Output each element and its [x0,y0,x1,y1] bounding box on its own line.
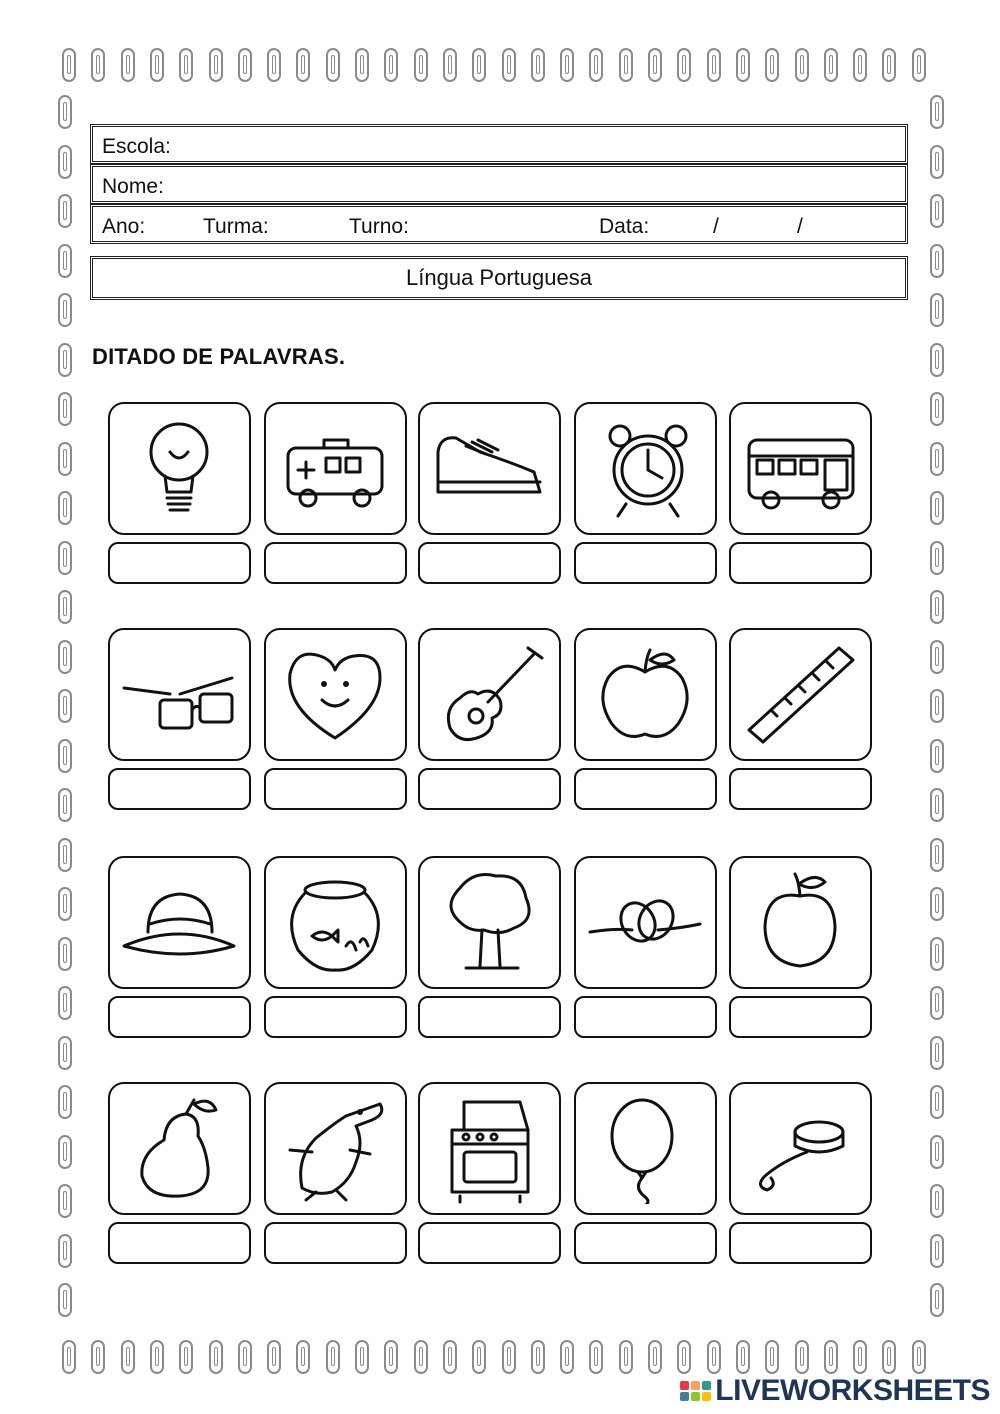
paperclip-icon [91,48,105,82]
paperclip-icon [58,1283,72,1317]
date-slash-2: / [797,215,803,238]
picture-card [574,402,717,535]
picture-card [418,402,561,535]
answer-field[interactable] [108,996,251,1038]
bus-icon [741,412,859,524]
answer-field[interactable] [264,542,407,584]
answer-field[interactable] [729,996,872,1038]
picture-cell [264,402,409,587]
paperclip-icon [736,48,750,82]
picture-card [574,628,717,761]
picture-cell [264,856,409,1041]
paperclip-icon [296,48,310,82]
picture-card [729,402,872,535]
paperclip-icon [58,194,72,228]
paperclip-icon [930,491,944,525]
paperclip-icon [58,1184,72,1218]
paperclip-icon [619,48,633,82]
info-row [90,204,908,244]
paperclip-icon [58,937,72,971]
peach-icon [741,866,859,978]
nome-field[interactable] [90,164,908,204]
picture-card [418,1082,561,1215]
paperclip-icon [930,838,944,872]
paperclip-icon [824,48,838,82]
paperclip-icon [58,244,72,278]
paperclip-icon [930,887,944,921]
paperclip-icon [58,1234,72,1268]
picture-card [418,628,561,761]
brand-text: LIVEWORKSHEETS [715,1374,990,1407]
paperclip-icon [930,1234,944,1268]
ano-label: Ano: [102,215,146,238]
paperclip-icon [58,442,72,476]
answer-field[interactable] [574,768,717,810]
paperclip-icon [677,1340,691,1374]
picture-cell [729,628,874,813]
paperclip-icon [853,1340,867,1374]
answer-field[interactable] [108,542,251,584]
paperclip-icon [58,293,72,327]
paperclip-icon [58,95,72,129]
picture-card [729,1082,872,1215]
paperclip-icon [443,1340,457,1374]
paperclip-icon [930,689,944,723]
paperclip-icon [619,1340,633,1374]
paperclip-icon [58,1036,72,1070]
paperclip-icon [824,1340,838,1374]
paperclip-icon [414,48,428,82]
picture-card [264,856,407,989]
nome-label: Nome: [102,175,164,198]
picture-cell [108,856,253,1041]
answer-field[interactable] [108,1222,251,1264]
paperclip-icon [326,1340,340,1374]
turno-label: Turno: [349,215,409,238]
paperclip-icon [384,48,398,82]
paperclip-icon [238,1340,252,1374]
paperclip-icon [58,491,72,525]
yoyo-icon [741,1092,859,1204]
paperclip-icon [209,1340,223,1374]
heart-icon [276,638,394,750]
picture-card [108,628,251,761]
paperclip-icon [736,1340,750,1374]
paperclip-icon [930,739,944,773]
picture-cell [108,1082,253,1267]
picture-cell [418,1082,563,1267]
picture-card [729,856,872,989]
paperclip-icon [121,1340,135,1374]
paperclip-icon [882,1340,896,1374]
balloon-icon [586,1092,704,1204]
paperclip-icon [531,1340,545,1374]
paperclip-icon [795,1340,809,1374]
paperclip-icon [560,1340,574,1374]
answer-field[interactable] [264,768,407,810]
paperclip-icon [930,937,944,971]
picture-cell [418,402,563,587]
paperclip-icon [326,48,340,82]
paperclip-icon [62,1340,76,1374]
picture-cell [108,628,253,813]
stove-icon [430,1092,548,1204]
paperclip-icon [58,640,72,674]
paperclip-icon [930,541,944,575]
picture-card [574,856,717,989]
paperclip-icon [930,442,944,476]
paperclip-icon [58,838,72,872]
paperclip-icon [502,48,516,82]
hat-icon [120,866,238,978]
paperclip-icon [560,48,574,82]
paperclip-icon [150,48,164,82]
paperclip-icon [930,1283,944,1317]
paperclip-icon [472,48,486,82]
paperclip-icon [930,392,944,426]
paperclip-icon [58,739,72,773]
paperclip-icon [58,343,72,377]
page-title: DITADO DE PALAVRAS. [92,344,346,369]
paperclip-icon [384,1340,398,1374]
paperclip-icon [912,48,926,82]
picture-card [108,1082,251,1215]
paperclip-icon [765,48,779,82]
picture-card [729,628,872,761]
answer-field[interactable] [574,996,717,1038]
paperclip-icon [58,541,72,575]
picture-card [574,1082,717,1215]
footer-brand [680,1374,990,1408]
paperclip-icon [150,1340,164,1374]
picture-card [418,856,561,989]
paperclip-icon [930,95,944,129]
paperclip-icon [707,1340,721,1374]
picture-cell [574,856,719,1041]
answer-field[interactable] [418,996,561,1038]
paperclip-icon [648,1340,662,1374]
paperclip-icon [853,48,867,82]
picture-card [264,402,407,535]
subject-banner: Língua Portuguesa [90,256,908,300]
paperclip-icon [882,48,896,82]
paperclip-icon [930,145,944,179]
paperclip-icon [930,1036,944,1070]
paperclip-icon [930,293,944,327]
answer-field[interactable] [574,542,717,584]
paperclip-icon [930,1184,944,1218]
paperclip-icon [121,48,135,82]
picture-cell [729,1082,874,1267]
picture-card [264,628,407,761]
paperclip-icon [238,48,252,82]
escola-label: Escola: [102,135,171,158]
paperclip-icon [930,788,944,822]
answer-field[interactable] [574,1222,717,1264]
tree-icon [430,866,548,978]
answer-field[interactable] [264,1222,407,1264]
picture-cell [729,402,874,587]
paperclip-icon [589,1340,603,1374]
paperclip-icon [589,48,603,82]
answer-field[interactable] [108,768,251,810]
paperclip-icon [930,194,944,228]
paperclip-icon [62,48,76,82]
paperclip-icon [179,48,193,82]
paperclip-icon [707,48,721,82]
ambulance-icon [276,412,394,524]
paperclip-icon [58,788,72,822]
paperclip-icon [414,1340,428,1374]
alligator-icon [276,1092,394,1204]
paperclip-icon [765,1340,779,1374]
answer-field[interactable] [729,1222,872,1264]
picture-cell [264,628,409,813]
escola-field[interactable] [90,124,908,164]
glasses-icon [120,638,238,750]
paperclip-icon [930,986,944,1020]
picture-cell [574,402,719,587]
paperclip-icon [502,1340,516,1374]
answer-field[interactable] [418,542,561,584]
picture-card [108,856,251,989]
paperclip-icon [531,48,545,82]
picture-cell [574,628,719,813]
picture-cell [418,856,563,1041]
paperclip-icon [58,986,72,1020]
answer-field[interactable] [418,768,561,810]
paperclip-icon [912,1340,926,1374]
fishbowl-icon [276,866,394,978]
answer-field[interactable] [729,768,872,810]
liveworksheets-logo-icon [680,1381,711,1401]
picture-card [264,1082,407,1215]
sneaker-icon [430,412,548,524]
paperclip-icon [58,392,72,426]
ruler-icon [741,638,859,750]
picture-cell [574,1082,719,1267]
pear-icon [120,1092,238,1204]
paperclip-icon [930,1085,944,1119]
paperclip-icon [355,1340,369,1374]
paperclip-icon [267,1340,281,1374]
picture-cell [418,628,563,813]
picture-cell [729,856,874,1041]
paperclip-icon [677,48,691,82]
apple-icon [586,638,704,750]
paperclip-icon [58,887,72,921]
paperclip-icon [930,640,944,674]
answer-field[interactable] [264,996,407,1038]
turma-label: Turma: [203,215,269,238]
paperclip-icon [58,1135,72,1169]
alarm-clock-icon [586,412,704,524]
guitar-icon [430,638,548,750]
paperclip-icon [930,244,944,278]
paperclip-icon [930,590,944,624]
knot-icon [586,866,704,978]
picture-cell [264,1082,409,1267]
paperclip-icon [296,1340,310,1374]
paperclip-icon [58,145,72,179]
light-bulb-icon [120,412,238,524]
paperclip-icon [930,1135,944,1169]
paperclip-icon [472,1340,486,1374]
answer-field[interactable] [729,542,872,584]
paperclip-icon [58,590,72,624]
date-slash-1: / [713,215,719,238]
paperclip-icon [443,48,457,82]
paperclip-icon [930,343,944,377]
paperclip-icon [58,1085,72,1119]
data-label: Data: [599,215,650,238]
paperclip-icon [209,48,223,82]
paperclip-icon [179,1340,193,1374]
paperclip-icon [795,48,809,82]
paperclip-icon [267,48,281,82]
answer-field[interactable] [418,1222,561,1264]
picture-cell [108,402,253,587]
paperclip-icon [355,48,369,82]
paperclip-icon [58,689,72,723]
picture-card [108,402,251,535]
paperclip-icon [91,1340,105,1374]
paperclip-icon [648,48,662,82]
